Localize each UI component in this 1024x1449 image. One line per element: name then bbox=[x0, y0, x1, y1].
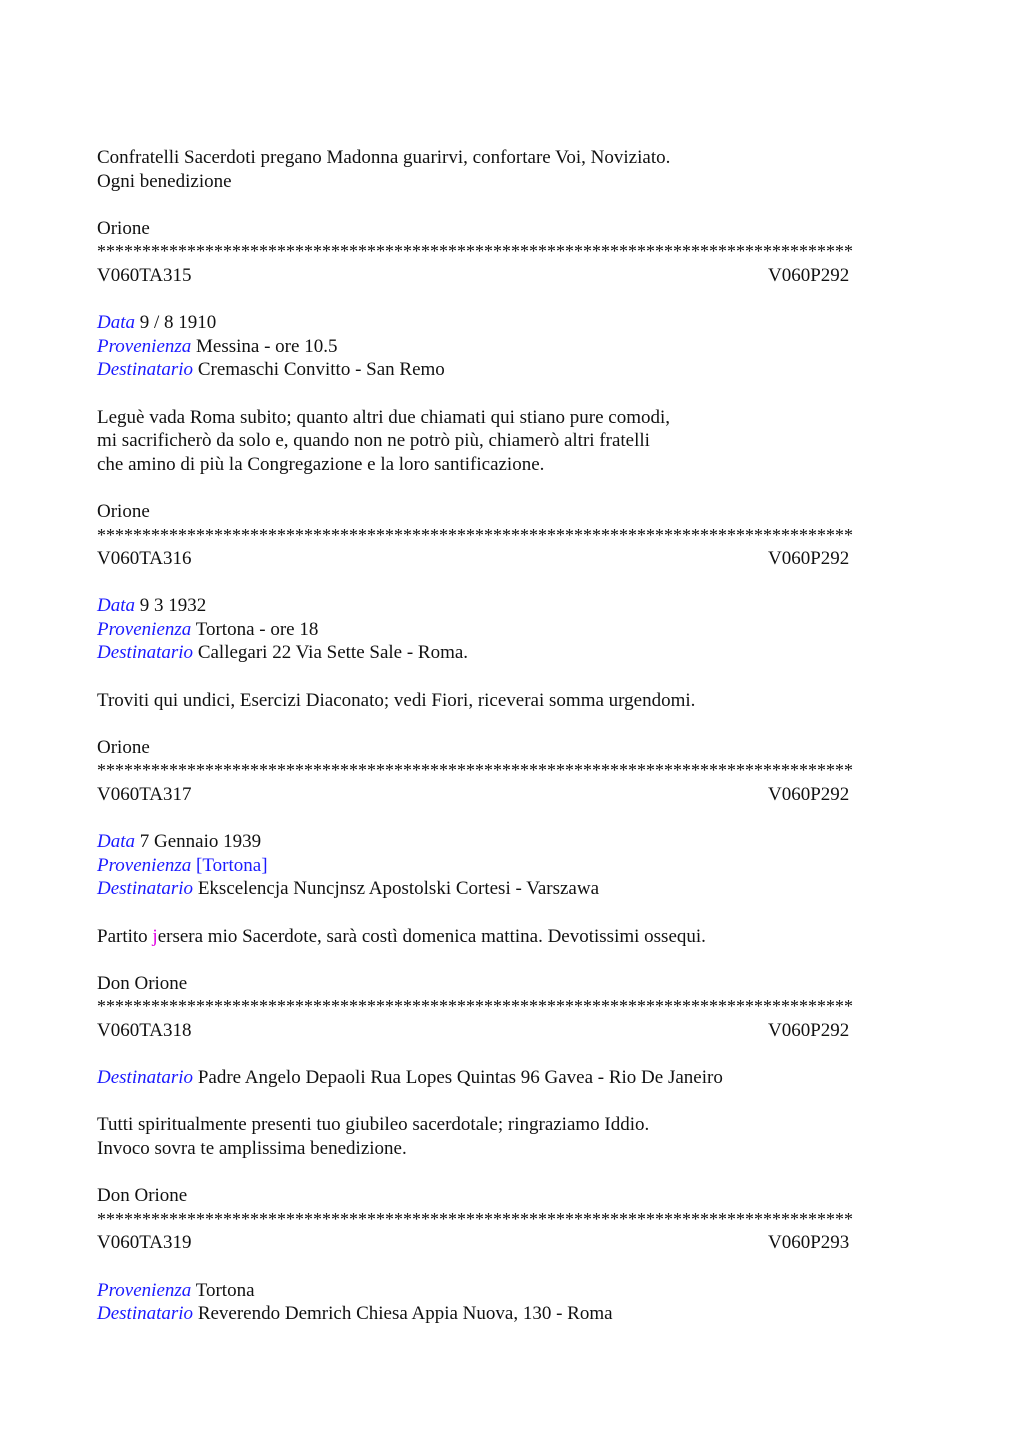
entry-destinatario-line bbox=[97, 1302, 927, 1326]
destinatario-label: Destinatario bbox=[97, 1303, 194, 1325]
entry-provenienza-line bbox=[97, 854, 927, 878]
data-label: Data bbox=[97, 595, 135, 617]
intro-signature: Orione bbox=[97, 217, 150, 239]
data-value: 9 3 1932 bbox=[139, 595, 207, 617]
provenienza-label: Provenienza bbox=[97, 335, 192, 357]
entry-header bbox=[97, 783, 927, 807]
body-highlight: j bbox=[152, 925, 158, 947]
data-label: Data bbox=[97, 312, 135, 334]
entry-destinatario-line bbox=[97, 641, 927, 665]
entry-page: V060P292 bbox=[768, 264, 850, 286]
data-label: Data bbox=[97, 831, 135, 853]
entry-code: V060TA315 bbox=[97, 264, 192, 286]
intro-line-1: Confratelli Sacerdoti pregano Madonna guarirvi, confortare Voi, Noviziato. bbox=[97, 147, 671, 168]
entry-provenienza-line bbox=[97, 335, 927, 359]
entry-header bbox=[97, 264, 927, 288]
entry-page: V060P292 bbox=[768, 548, 850, 570]
entry-header bbox=[97, 547, 927, 571]
entry-page: V060P292 bbox=[768, 1019, 850, 1041]
provenienza-label: Provenienza bbox=[97, 854, 192, 876]
separator: ************************************************************************************ bbox=[97, 760, 853, 781]
entry-body-line: Tutti spiritualmente presenti tuo giubileo sacerdotale; ringraziamo Iddio. bbox=[97, 1114, 650, 1136]
separator: ************************************************************************************ bbox=[97, 1208, 853, 1229]
destinatario-label: Destinatario bbox=[97, 359, 194, 381]
entry-data-line bbox=[97, 311, 927, 335]
provenienza-value: Tortona bbox=[202, 854, 262, 876]
destinatario-value: Callegari 22 Via Sette Sale - Roma. bbox=[197, 642, 469, 664]
separator: ************************************************************************************ bbox=[97, 241, 853, 262]
entry-provenienza-line bbox=[97, 1279, 927, 1303]
entry-body-line: Troviti qui undici, Esercizi Diaconato; vedi Fiori, riceverai somma urgendomi. bbox=[97, 689, 696, 711]
provenienza-bracket-open: [ bbox=[196, 854, 203, 876]
entry-page: V060P293 bbox=[768, 1232, 850, 1254]
destinatario-value: Cremaschi Convitto - San Remo bbox=[197, 359, 445, 381]
separator: ************************************************************************************ bbox=[97, 996, 853, 1017]
entry-provenienza-line bbox=[97, 618, 927, 642]
entry-body-line: Invoco sovra te amplissima benedizione. bbox=[97, 1137, 407, 1159]
entry-data-line bbox=[97, 594, 927, 618]
intro-line-2: Ogni benedizione bbox=[97, 170, 232, 192]
entry-body-line bbox=[97, 925, 927, 949]
destinatario-label: Destinatario bbox=[97, 642, 194, 664]
entry-signature: Don Orione bbox=[97, 972, 188, 994]
entry-code: V060TA317 bbox=[97, 784, 192, 806]
entry-signature: Orione bbox=[97, 736, 150, 758]
provenienza-value: Tortona - ore 18 bbox=[195, 618, 319, 640]
entry-destinatario-line bbox=[97, 1066, 927, 1090]
destinatario-value: Ekscelencja Nuncjnsz Apostolski Cortesi - Varszawa bbox=[197, 878, 600, 900]
body-suffix: ersera mio Sacerdote, sarà costì domenica mattina. Devotissimi ossequi. bbox=[157, 925, 706, 947]
destinatario-label: Destinatario bbox=[97, 878, 194, 900]
provenienza-label: Provenienza bbox=[97, 1279, 192, 1301]
provenienza-value: Tortona bbox=[195, 1279, 255, 1301]
data-value: 9 / 8 1910 bbox=[139, 312, 217, 334]
destinatario-value: Reverendo Demrich Chiesa Appia Nuova, 130 - Roma bbox=[197, 1303, 613, 1325]
entry-body-line: mi sacrificherò da solo e, quando non ne potrò più, chiamerò altri fratelli bbox=[97, 430, 650, 452]
body-prefix: Partito bbox=[97, 925, 153, 947]
entry-body-line: Leguè vada Roma subito; quanto altri due chiamati qui stiano pure comodi, bbox=[97, 406, 671, 428]
document-content bbox=[97, 146, 927, 1326]
entry-code: V060TA316 bbox=[97, 548, 192, 570]
entry-page: V060P292 bbox=[768, 784, 850, 806]
entry-code: V060TA319 bbox=[97, 1232, 192, 1254]
data-value: 7 Gennaio 1939 bbox=[139, 831, 262, 853]
provenienza-value: Messina - ore 10.5 bbox=[196, 335, 338, 357]
entry-header bbox=[97, 1231, 927, 1255]
provenienza-label: Provenienza bbox=[97, 618, 192, 640]
entry-body-line: che amino di più la Congregazione e la loro santificazione. bbox=[97, 453, 545, 475]
entry-signature: Orione bbox=[97, 500, 150, 522]
entry-code: V060TA318 bbox=[97, 1019, 192, 1041]
destinatario-value: Padre Angelo Depaoli Rua Lopes Quintas 96 Gavea - Rio De Janeiro bbox=[197, 1067, 723, 1089]
provenienza-bracket-close: ] bbox=[261, 854, 268, 876]
separator: ************************************************************************************ bbox=[97, 524, 853, 545]
entry-destinatario-line bbox=[97, 358, 927, 382]
entry-signature: Don Orione bbox=[97, 1185, 188, 1207]
entry-data-line bbox=[97, 830, 927, 854]
entry-destinatario-line bbox=[97, 877, 927, 901]
destinatario-label: Destinatario bbox=[97, 1067, 194, 1089]
entry-header bbox=[97, 1019, 927, 1043]
